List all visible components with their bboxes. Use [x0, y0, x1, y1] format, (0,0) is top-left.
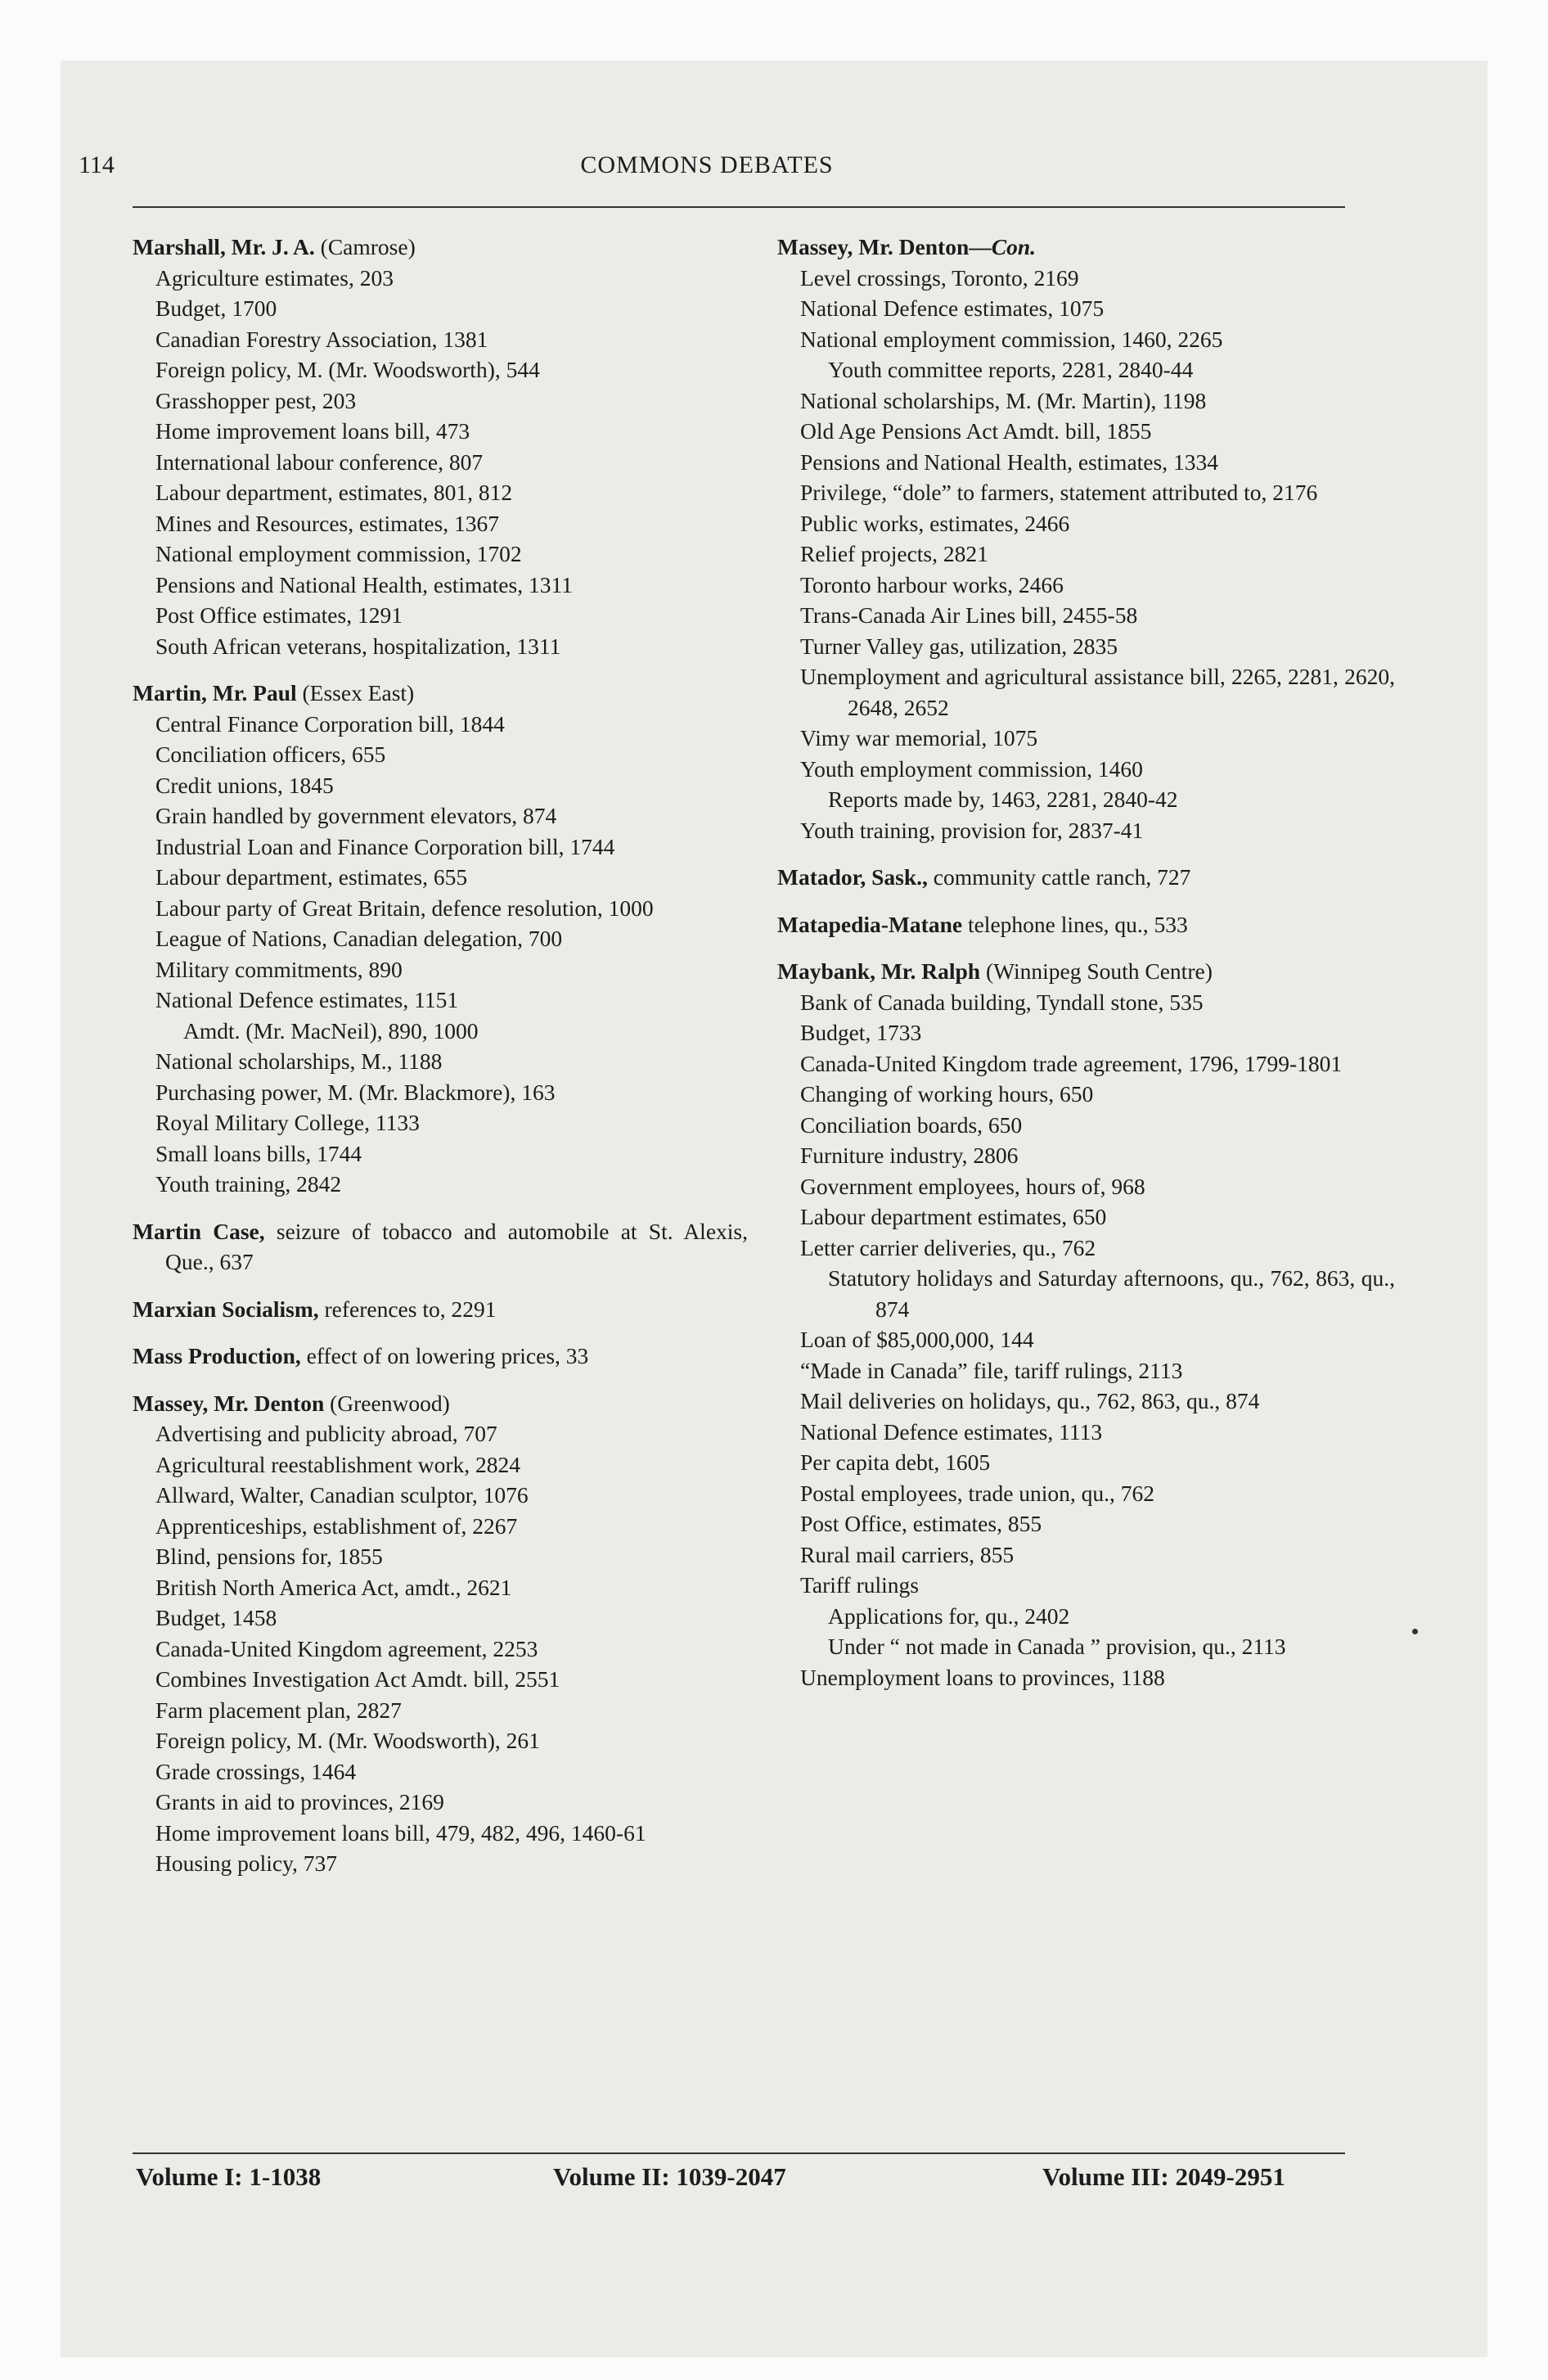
entry-detail: effect of on lowering prices, 33: [300, 1343, 589, 1368]
subentry: Canada-United Kingdom agreement, 2253: [155, 1635, 538, 1661]
subentry: Bank of Canada building, Tyndall stone, 535: [800, 989, 1204, 1015]
entry-detail: seizure of tobacco and automobile at St. Alexis, Que., 637: [165, 1218, 748, 1274]
entry-heading: [133, 1341, 748, 1372]
subentry: Apprenticeships, establishment of, 2267: [155, 1512, 518, 1539]
page-header: [79, 151, 1335, 192]
entry-heading: [777, 956, 1395, 987]
subentry: National scholarships, M. (Mr. Martin), 1198: [800, 387, 1207, 413]
right-column: [777, 232, 1395, 1693]
sub-subentry: Amdt. (Mr. MacNeil), 890, 1000: [183, 1017, 479, 1044]
index-entry: [133, 1294, 748, 1325]
subentry: Old Age Pensions Act Amdt. bill, 1855: [800, 418, 1152, 444]
sub-subentry: Reports made by, 1463, 2281, 2840-42: [828, 787, 1178, 812]
subentry: Agriculture estimates, 203: [155, 264, 394, 291]
subentry: Toronto harbour works, 2466: [800, 571, 1064, 597]
volume-footer: [136, 2162, 1401, 2198]
subentry: Advertising and publicity abroad, 707: [155, 1421, 497, 1446]
entry-heading: [133, 1388, 748, 1419]
subentry: Youth training, 2842: [155, 1171, 342, 1197]
entry-detail: community cattle ranch, 727: [927, 864, 1191, 890]
subentry: Government employees, hours of, 968: [800, 1173, 1145, 1199]
entry-heading: [133, 678, 748, 709]
index-entry: [777, 909, 1395, 940]
page-number: 114: [79, 151, 115, 178]
subentry: Turner Valley gas, utilization, 2835: [800, 633, 1118, 659]
index-entry: [133, 1216, 748, 1278]
subentry: Furniture industry, 2806: [800, 1143, 1019, 1168]
entry-name: Maybank, Mr. Ralph: [777, 958, 981, 984]
subentry: Loan of $85,000,000, 144: [800, 1327, 1034, 1352]
sub-subentry: Youth committee reports, 2281, 2840-44: [828, 357, 1194, 382]
entry-continued-mark: Con.: [991, 234, 1037, 259]
index-entry: [777, 232, 1395, 845]
subentry: Tariff rulings: [800, 1572, 919, 1598]
scan-speck: [1412, 1629, 1418, 1634]
entry-name: Massey, Mr. Denton—: [777, 234, 992, 259]
entry-detail: (Essex East): [296, 680, 415, 705]
subentry: Military commitments, 890: [155, 956, 403, 982]
entry-name: Martin Case,: [133, 1218, 265, 1244]
subentry: Canadian Forestry Association, 1381: [155, 326, 488, 352]
subentry: Letter carrier deliveries, qu., 762: [800, 1234, 1096, 1260]
entry-detail: (Camrose): [314, 234, 416, 259]
entry-name: Mass Production,: [133, 1343, 301, 1368]
subentry: Farm placement plan, 2827: [155, 1697, 402, 1723]
volume-1-range: Volume I: 1-1038: [136, 2162, 322, 2191]
subentry: Rural mail carriers, 855: [800, 1541, 1015, 1567]
entry-detail: references to, 2291: [318, 1296, 497, 1322]
subentry: Mail deliveries on holidays, qu., 762, 863, qu., 874: [800, 1388, 1260, 1413]
subentry: Small loans bills, 1744: [155, 1140, 362, 1166]
subentry: Industrial Loan and Finance Corporation bill, 1744: [155, 833, 615, 859]
subentry: Royal Military College, 1133: [155, 1110, 420, 1135]
entry-name: Massey, Mr. Denton: [133, 1390, 325, 1416]
sub-subentry: Applications for, qu., 2402: [828, 1602, 1070, 1629]
left-column: [133, 232, 748, 1879]
subentry: Conciliation officers, 655: [155, 741, 386, 767]
entry-detail: (Winnipeg South Centre): [980, 958, 1213, 984]
subentry: Budget, 1733: [800, 1020, 922, 1045]
subentry: British North America Act, amdt., 2621: [155, 1574, 512, 1600]
subentry: Combines Investigation Act Amdt. bill, 2551: [155, 1666, 560, 1692]
subentry: Foreign policy, M. (Mr. Woodsworth), 261: [155, 1728, 540, 1753]
subentry: Conciliation boards, 650: [800, 1111, 1023, 1138]
entry-heading: [133, 232, 748, 263]
entry-heading: [777, 862, 1395, 893]
subentry: National scholarships, M., 1188: [155, 1048, 443, 1074]
subentry: Canada-United Kingdom trade agreement, 1796, 1799-1801: [800, 1050, 1343, 1076]
subentry: Trans-Canada Air Lines bill, 2455-58: [800, 602, 1138, 628]
index-entry: [777, 956, 1395, 1693]
entry-heading: [133, 1216, 748, 1278]
subentry: Pensions and National Health, estimates, 1311: [155, 571, 573, 597]
subentry: Housing policy, 737: [155, 1850, 338, 1876]
subentry: Labour department, estimates, 801, 812: [155, 480, 513, 505]
subentry: Mines and Resources, estimates, 1367: [155, 510, 500, 536]
subentry: National employment commission, 1702: [155, 541, 522, 566]
subentry: Labour party of Great Britain, defence resolution, 1000: [155, 895, 654, 921]
subentry: Grants in aid to provinces, 2169: [155, 1789, 444, 1814]
subentry: Per capita debt, 1605: [800, 1449, 991, 1475]
subentry: Home improvement loans bill, 479, 482, 496, 1460-61: [155, 1819, 646, 1846]
subentry: National employment commission, 1460, 2265: [800, 326, 1223, 352]
subentry: Unemployment and agricultural assistance bill, 2265, 2281, 2620, 2648, 2652: [800, 664, 1395, 720]
subentry: Home improvement loans bill, 473: [155, 418, 470, 444]
subentry: Postal employees, trade union, qu., 762: [800, 1480, 1155, 1506]
subentry: Grain handled by government elevators, 874: [155, 803, 557, 828]
subentry: Relief projects, 2821: [800, 541, 988, 566]
entry-name: Matador, Sask.,: [777, 864, 928, 890]
entry-detail: telephone lines, qu., 533: [962, 911, 1188, 937]
subentry: Youth employment commission, 1460: [800, 755, 1143, 782]
index-entry: [133, 232, 748, 661]
subentry: Level crossings, Toronto, 2169: [800, 264, 1079, 291]
entry-name: Marshall, Mr. J. A.: [133, 234, 315, 259]
subentry: Pensions and National Health, estimates, 1334: [800, 449, 1218, 475]
subentry: Budget, 1458: [155, 1605, 277, 1630]
subentry: Agricultural reestablishment work, 2824: [155, 1451, 521, 1477]
subentry: Youth training, provision for, 2837-41: [800, 817, 1144, 843]
subentry: International labour conference, 807: [155, 449, 484, 475]
entry-name: Marxian Socialism,: [133, 1296, 319, 1322]
entry-heading: [777, 909, 1395, 940]
subentry: Public works, estimates, 2466: [800, 510, 1070, 536]
subentry: Post Office estimates, 1291: [155, 602, 403, 628]
subentry: Changing of working hours, 650: [800, 1081, 1094, 1107]
subentry: South African veterans, hospitalization, 1311: [155, 633, 561, 659]
sub-subentry: Statutory holidays and Saturday afternoons, qu., 762, 863, qu., 874: [828, 1265, 1395, 1322]
volume-3-range: Volume III: 2049-2951: [1042, 2162, 1285, 2191]
subentry: Privilege, “dole” to farmers, statement attributed to, 2176: [800, 480, 1318, 505]
index-entry: [777, 862, 1395, 893]
index-entry: [133, 1388, 748, 1879]
subentry: Grasshopper pest, 203: [155, 387, 357, 413]
subentry: Credit unions, 1845: [155, 772, 334, 798]
subentry: League of Nations, Canadian delegation, 700: [155, 926, 563, 951]
subentry: “Made in Canada” file, tariff rulings, 2113: [800, 1357, 1183, 1383]
entry-name: Martin, Mr. Paul: [133, 680, 297, 705]
entry-name: Matapedia-Matane: [777, 911, 963, 937]
subentry: Central Finance Corporation bill, 1844: [155, 710, 505, 737]
subentry: Post Office, estimates, 855: [800, 1511, 1042, 1536]
footer-rule: [133, 2152, 1345, 2154]
subentry: National Defence estimates, 1151: [155, 987, 459, 1012]
subentry: Vimy war memorial, 1075: [800, 725, 1038, 751]
header-rule: [133, 206, 1345, 208]
index-entry: [133, 1341, 748, 1372]
subentry: Purchasing power, M. (Mr. Blackmore), 163: [155, 1079, 556, 1105]
subentry: Allward, Walter, Canadian sculptor, 1076: [155, 1482, 529, 1508]
index-entry: [133, 678, 748, 1200]
subentry: Labour department, estimates, 655: [155, 864, 468, 890]
subentry: Labour department estimates, 650: [800, 1204, 1107, 1229]
entry-heading: [777, 232, 1395, 263]
subentry: Foreign policy, M. (Mr. Woodsworth), 544: [155, 357, 540, 382]
entry-heading: [133, 1294, 748, 1325]
subentry: Budget, 1700: [155, 295, 277, 321]
subentry: National Defence estimates, 1113: [800, 1418, 1103, 1445]
subentry: Grade crossings, 1464: [155, 1758, 357, 1784]
volume-2-range: Volume II: 1039-2047: [553, 2162, 786, 2191]
subentry: Unemployment loans to provinces, 1188: [800, 1664, 1165, 1690]
sub-subentry: Under “ not made in Canada ” provision, qu., 2113: [828, 1634, 1286, 1659]
entry-detail: (Greenwood): [324, 1390, 450, 1416]
subentry: Blind, pensions for, 1855: [155, 1544, 383, 1569]
subentry: National Defence estimates, 1075: [800, 295, 1105, 321]
page-title: COMMONS DEBATES: [580, 151, 834, 178]
